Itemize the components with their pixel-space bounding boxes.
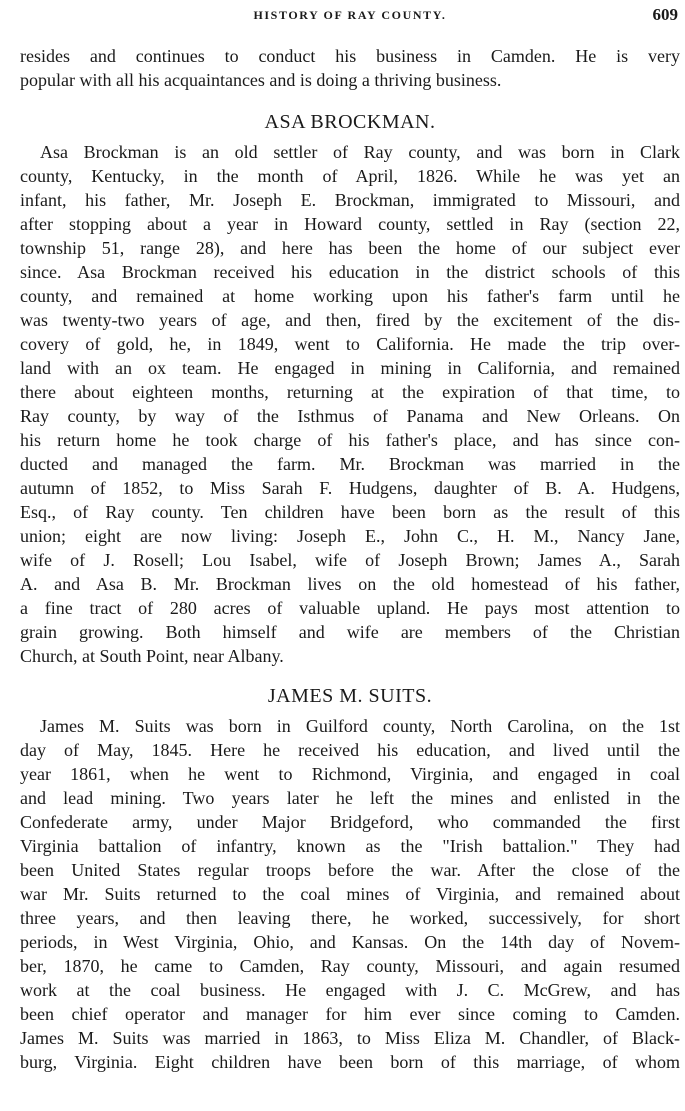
text-line: there about eighteen months, returning at the expiration of that time, to	[20, 382, 680, 402]
text-line: Esq., of Ray county. Ten children have been born as the result of this	[20, 502, 680, 522]
book-page	[20, 0, 680, 1074]
intro-paragraph	[20, 44, 680, 92]
text-line: infant, his father, Mr. Joseph E. Brockman, immigrated to Missouri, and	[20, 190, 680, 210]
text-line: autumn of 1852, to Miss Sarah F. Hudgens, daughter of B. A. Hudgens,	[20, 478, 680, 498]
text-line: Virginia battalion of infantry, known as the "Irish battalion." They had	[20, 836, 680, 856]
text-line: wife of J. Rosell; Lou Isabel, wife of Joseph Brown; James A., Sarah	[20, 550, 680, 570]
text-line: Confederate army, under Major Bridgeford, who commanded the first	[20, 812, 680, 832]
text-line: Asa Brockman is an old settler of Ray county, and was born in Clark	[40, 142, 680, 162]
text-line: James M. Suits was married in 1863, to Miss Eliza M. Chandler, of Black-	[20, 1028, 680, 1048]
text-line: grain growing. Both himself and wife are members of the Christian	[20, 622, 680, 642]
section-heading-asa-brockman: ASA BROCKMAN.	[264, 111, 436, 133]
biography-asa-brockman	[20, 140, 680, 668]
text-line: James M. Suits was born in Guilford county, North Carolina, on the 1st	[40, 716, 680, 736]
page-number: 609	[652, 5, 678, 24]
text-line: land with an ox team. He engaged in mining in California, and remained	[20, 358, 680, 378]
text-line: been chief operator and manager for him ever since coming to Camden.	[20, 1004, 680, 1024]
text-line: Ray county, by way of the Isthmus of Panama and New Orleans. On	[20, 406, 680, 426]
text-line: ducted and managed the farm. Mr. Brockman was married in the	[20, 454, 680, 474]
text-line: county, Kentucky, in the month of April, 1826. While he was yet an	[20, 166, 680, 186]
running-head	[20, 0, 680, 30]
text-line: and lead mining. Two years later he left the mines and enlisted in the	[20, 788, 680, 808]
text-line: after stopping about a year in Howard county, settled in Ray (section 22,	[20, 214, 680, 234]
text-line: was twenty-two years of age, and then, fired by the excitement of the dis-	[20, 310, 680, 330]
text-line: A. and Asa B. Mr. Brockman lives on the old homestead of his father,	[20, 574, 680, 594]
text-line: war Mr. Suits returned to the coal mines of Virginia, and remained about	[20, 884, 680, 904]
text-line: year 1861, when he went to Richmond, Virginia, and engaged in coal	[20, 764, 680, 784]
text-line: day of May, 1845. Here he received his education, and lived until the	[20, 740, 680, 760]
biography-james-m-suits	[20, 714, 680, 1074]
text-line: burg, Virginia. Eight children have been born of this marriage, of whom	[20, 1052, 680, 1072]
text-line: covery of gold, he, in 1849, went to California. He made the trip over-	[20, 334, 680, 354]
running-title: HISTORY OF RAY COUNTY.	[253, 8, 447, 22]
text-line: his return home he took charge of his father's place, and has since con-	[20, 430, 680, 450]
text-line: popular with all his acquaintances and is doing a thriving business.	[20, 70, 502, 90]
text-line: ber, 1870, he came to Camden, Ray county, Missouri, and again resumed	[20, 956, 680, 976]
text-line: resides and continues to conduct his business in Camden. He is very	[20, 46, 680, 66]
text-line: been United States regular troops before the war. After the close of the	[20, 860, 680, 880]
text-line: three years, and then leaving there, he worked, successively, for short	[20, 908, 680, 928]
text-line: county, and remained at home working upon his father's farm until he	[20, 286, 680, 306]
text-line: periods, in West Virginia, Ohio, and Kansas. On the 14th day of Novem-	[20, 932, 680, 952]
section-heading-james-m-suits: JAMES M. SUITS.	[267, 685, 433, 707]
text-line: township 51, range 28), and here has been the home of our subject ever	[20, 238, 680, 258]
text-line: work at the coal business. He engaged with J. C. McGrew, and has	[20, 980, 680, 1000]
text-line: since. Asa Brockman received his education in the district schools of this	[20, 262, 680, 282]
text-line: union; eight are now living: Joseph E., John C., H. M., Nancy Jane,	[20, 526, 680, 546]
text-line: a fine tract of 280 acres of valuable upland. He pays most attention to	[20, 598, 680, 618]
text-line: Church, at South Point, near Albany.	[20, 646, 284, 666]
